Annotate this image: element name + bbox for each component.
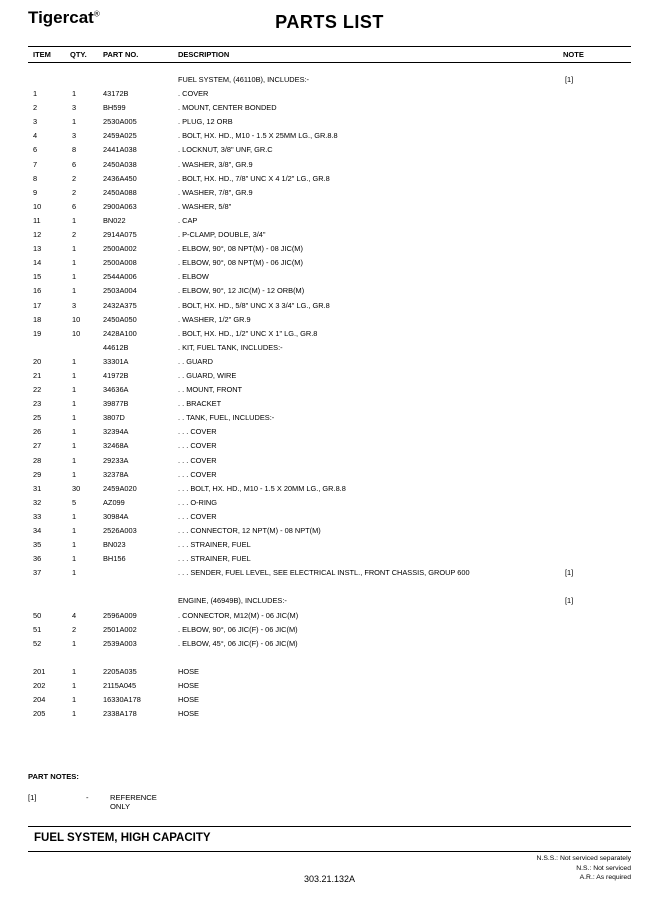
table-row xyxy=(28,484,631,498)
table-row xyxy=(28,427,631,441)
cell-part-no: BH156 xyxy=(103,554,126,564)
table-row xyxy=(28,89,631,103)
cell-description: . ELBOW, 90°, 08 NPT(M) - 08 JIC(M) xyxy=(178,244,303,254)
cell-qty: 1 xyxy=(72,568,77,578)
cell-item: 15 xyxy=(33,272,42,282)
cell-description: . . TANK, FUEL, INCLUDES:- xyxy=(178,413,275,423)
cell-part-no: 2500A008 xyxy=(103,258,137,268)
cell-item: 28 xyxy=(33,455,42,465)
table-row xyxy=(28,329,631,343)
cell-description: . WASHER, 3/8", GR.9 xyxy=(178,159,253,169)
cell-qty: 1 xyxy=(72,441,77,451)
cell-item: 25 xyxy=(33,413,42,423)
cell-description: . P-CLAMP, DOUBLE, 3/4" xyxy=(178,230,266,240)
cell-part-no: 2544A006 xyxy=(103,272,137,282)
cell-part-no: 32468A xyxy=(103,441,129,451)
cell-qty: 1 xyxy=(72,399,77,409)
system-title: FUEL SYSTEM, HIGH CAPACITY xyxy=(34,832,211,844)
table-row xyxy=(28,286,631,300)
cell-part-no: 2450A050 xyxy=(103,314,137,324)
cell-description: ENGINE, (46949B), INCLUDES:- xyxy=(178,596,287,606)
cell-part-no: 29233A xyxy=(103,455,129,465)
cell-part-no: 2500A002 xyxy=(103,244,137,254)
cell-item: 16 xyxy=(33,286,42,296)
cell-item: 21 xyxy=(33,370,42,380)
cell-item: 36 xyxy=(33,554,42,564)
cell-qty: 1 xyxy=(72,286,77,296)
table-row xyxy=(28,258,631,272)
cell-item: 14 xyxy=(33,258,42,268)
cell-item: 4 xyxy=(33,131,38,141)
cell-description: . BOLT, HX. HD., 7/8" UNC X 4 1/2" LG., GR.8 xyxy=(178,173,330,183)
table-row xyxy=(28,568,631,582)
cell-part-no: 3807D xyxy=(103,413,125,423)
cell-qty: 1 xyxy=(72,89,77,99)
cell-description: . BOLT, HX. HD., M10 - 1.5 X 25MM LG., GR.8.8 xyxy=(178,131,338,141)
cell-description: . . MOUNT, FRONT xyxy=(178,385,243,395)
part-notes-title: PART NOTES: xyxy=(28,772,79,781)
table-row xyxy=(28,625,631,639)
table-row xyxy=(28,131,631,145)
cell-qty: 1 xyxy=(72,666,77,676)
cell-qty: 2 xyxy=(72,230,77,240)
cell-item: 19 xyxy=(33,328,42,338)
document-header xyxy=(28,0,631,46)
cell-description: . KIT, FUEL TANK, INCLUDES:- xyxy=(178,342,283,352)
cell-part-no: BN023 xyxy=(103,540,126,550)
cell-part-no: AZ099 xyxy=(103,497,125,507)
cell-description: . PLUG, 12 ORB xyxy=(178,117,233,127)
table-row xyxy=(28,540,631,554)
table-row-spacer xyxy=(28,653,631,667)
cell-item: 29 xyxy=(33,469,42,479)
cell-qty: 3 xyxy=(72,300,77,310)
brand-name: Tigercat xyxy=(28,8,94,27)
table-row xyxy=(28,470,631,484)
cell-description: . WASHER, 5/8" xyxy=(178,201,232,211)
table-row xyxy=(28,230,631,244)
legend-line: A.R.: As required xyxy=(579,874,631,881)
cell-qty: 1 xyxy=(72,695,77,705)
table-row xyxy=(28,343,631,357)
cell-item: 3 xyxy=(33,117,38,127)
cell-qty: 1 xyxy=(72,117,77,127)
cell-part-no: 44612B xyxy=(103,342,129,352)
cell-qty: 10 xyxy=(72,328,81,338)
parts-table xyxy=(28,46,631,723)
cell-part-no: 2596A009 xyxy=(103,610,137,620)
cell-qty: 1 xyxy=(72,469,77,479)
cell-description: HOSE xyxy=(178,666,199,676)
cell-description: . . . COVER xyxy=(178,427,217,437)
table-row xyxy=(28,456,631,470)
cell-item: 8 xyxy=(33,173,38,183)
cell-part-no: 2441A038 xyxy=(103,145,137,155)
cell-part-no: 34636A xyxy=(103,385,129,395)
page-code: 303.21.132A xyxy=(303,874,356,884)
table-row-spacer xyxy=(28,582,631,596)
table-row xyxy=(28,174,631,188)
cell-part-no: 39877B xyxy=(103,399,129,409)
cell-qty: 6 xyxy=(72,201,77,211)
registered-mark: ® xyxy=(93,9,100,19)
cell-qty: 1 xyxy=(72,244,77,254)
cell-description: . . . COVER xyxy=(178,469,217,479)
table-row xyxy=(28,399,631,413)
table-row xyxy=(28,160,631,174)
column-header-item: ITEM xyxy=(33,50,51,59)
cell-item: 33 xyxy=(33,511,42,521)
cell-description: . . GUARD xyxy=(178,356,213,366)
cell-qty: 1 xyxy=(72,455,77,465)
cell-qty: 1 xyxy=(72,385,77,395)
cell-part-no: 2450A038 xyxy=(103,159,137,169)
cell-description: . . . COVER xyxy=(178,441,217,451)
column-header-part-no: PART NO. xyxy=(103,50,139,59)
cell-item: 50 xyxy=(33,610,42,620)
cell-description: . . . STRAINER, FUEL xyxy=(178,554,251,564)
column-header-note: NOTE xyxy=(563,50,584,59)
cell-item: 27 xyxy=(33,441,42,451)
cell-description: . COVER xyxy=(178,89,209,99)
table-row xyxy=(28,301,631,315)
cell-item: 10 xyxy=(33,201,42,211)
cell-qty: 3 xyxy=(72,103,77,113)
table-row xyxy=(28,357,631,371)
cell-item: 34 xyxy=(33,526,42,535)
cell-part-no: 32378A xyxy=(103,469,129,479)
cell-qty: 1 xyxy=(72,526,77,535)
cell-qty: 1 xyxy=(72,215,77,225)
cell-description: . ELBOW, 90°, 06 JIC(F) - 06 JIC(M) xyxy=(178,624,298,634)
cell-part-no: 2501A002 xyxy=(103,624,137,634)
table-row xyxy=(28,667,631,681)
cell-part-no: 33301A xyxy=(103,356,129,366)
cell-description: . CONNECTOR, M12(M) - 06 JIC(M) xyxy=(178,610,299,620)
cell-item: 2 xyxy=(33,103,38,113)
cell-description: . . BRACKET xyxy=(178,399,222,409)
cell-item: 201 xyxy=(33,666,46,676)
cell-qty: 10 xyxy=(72,314,81,324)
table-row xyxy=(28,681,631,695)
cell-part-no: 2459A020 xyxy=(103,483,137,493)
cell-qty: 1 xyxy=(72,511,77,521)
cell-part-no: 16330A178 xyxy=(103,695,141,705)
cell-description: . . GUARD, WIRE xyxy=(178,370,237,380)
cell-item: 17 xyxy=(33,300,42,310)
system-title-bar xyxy=(28,826,631,852)
cell-description: HOSE xyxy=(178,681,199,691)
cell-part-no: 43172B xyxy=(103,89,129,99)
cell-qty: 1 xyxy=(72,258,77,268)
cell-item: 23 xyxy=(33,399,42,409)
cell-part-no: 2436A450 xyxy=(103,173,137,183)
cell-part-no: 30984A xyxy=(103,511,129,521)
page-title: PARTS LIST xyxy=(275,12,384,32)
part-note-dash: - xyxy=(86,793,89,802)
cell-description: FUEL SYSTEM, (46110B), INCLUDES:- xyxy=(178,75,310,84)
cell-item: 12 xyxy=(33,230,42,240)
cell-description: . CAP xyxy=(178,215,198,225)
table-row xyxy=(28,596,631,610)
table-row xyxy=(28,103,631,117)
cell-description: HOSE xyxy=(178,709,199,719)
table-row xyxy=(28,441,631,455)
cell-item: 13 xyxy=(33,244,42,254)
cell-qty: 1 xyxy=(72,681,77,691)
table-row xyxy=(28,695,631,709)
cell-description: . ELBOW, 90°, 12 JIC(M) - 12 ORB(M) xyxy=(178,286,305,296)
table-row xyxy=(28,244,631,258)
cell-description: . LOCKNUT, 3/8" UNF, GR.C xyxy=(178,145,273,155)
cell-item: 9 xyxy=(33,187,38,197)
cell-qty: 5 xyxy=(72,497,77,507)
cell-part-no: 2432A375 xyxy=(103,300,137,310)
cell-qty: 4 xyxy=(72,610,77,620)
table-row xyxy=(28,371,631,385)
table-row xyxy=(28,611,631,625)
cell-item: 37 xyxy=(33,568,42,578)
cell-note: [1] xyxy=(565,75,574,84)
cell-part-no: 2503A004 xyxy=(103,286,137,296)
table-row xyxy=(28,385,631,399)
cell-part-no: 2338A178 xyxy=(103,709,137,719)
cell-description: . WASHER, 7/8", GR.9 xyxy=(178,187,253,197)
cell-qty: 6 xyxy=(72,159,77,169)
cell-description: . . . O-RING xyxy=(178,497,218,507)
cell-item: 205 xyxy=(33,709,46,719)
cell-part-no: 2428A100 xyxy=(103,328,137,338)
cell-part-no: 2115A045 xyxy=(103,681,137,691)
cell-item: 22 xyxy=(33,385,42,395)
cell-qty: 1 xyxy=(72,370,77,380)
table-row xyxy=(28,554,631,568)
cell-part-no: BN022 xyxy=(103,215,126,225)
cell-part-no: 2526A003 xyxy=(103,526,137,535)
cell-description: . . . COVER xyxy=(178,511,217,521)
cell-description: . . . CONNECTOR, 12 NPT(M) - 08 NPT(M) xyxy=(178,526,321,535)
table-row xyxy=(28,526,631,540)
column-header-description: DESCRIPTION xyxy=(178,50,230,59)
cell-qty: 2 xyxy=(72,624,77,634)
cell-qty: 1 xyxy=(72,540,77,550)
cell-part-no: 2914A075 xyxy=(103,230,137,240)
table-body xyxy=(28,63,631,723)
cell-qty: 8 xyxy=(72,145,77,155)
cell-item: 202 xyxy=(33,681,46,691)
cell-qty: 2 xyxy=(72,187,77,197)
cell-item: 51 xyxy=(33,624,42,634)
table-column-headers xyxy=(28,46,631,63)
cell-item: 204 xyxy=(33,695,46,705)
cell-description: . . . STRAINER, FUEL xyxy=(178,540,251,550)
cell-description: . . . SENDER, FUEL LEVEL, SEE ELECTRICAL INSTL., FRONT CHASSIS, GROUP 600 xyxy=(178,568,470,578)
cell-description: . BOLT, HX. HD., 1/2" UNC X 1" LG., GR.8 xyxy=(178,328,318,338)
table-row xyxy=(28,272,631,286)
cell-note: [1] xyxy=(565,568,574,578)
cell-qty: 1 xyxy=(72,356,77,366)
table-row xyxy=(28,75,631,89)
cell-qty: 1 xyxy=(72,638,77,648)
cell-part-no: 2539A003 xyxy=(103,638,137,648)
cell-description: . ELBOW, 45°, 06 JIC(F) - 06 JIC(M) xyxy=(178,638,298,648)
cell-qty: 1 xyxy=(72,413,77,423)
cell-item: 6 xyxy=(33,145,38,155)
cell-note: [1] xyxy=(565,596,574,606)
cell-item: 11 xyxy=(33,215,41,225)
cell-item: 52 xyxy=(33,638,42,648)
part-note-tag: [1] xyxy=(28,793,37,802)
cell-item: 18 xyxy=(33,314,42,324)
cell-qty: 1 xyxy=(72,272,77,282)
cell-description: . . . BOLT, HX. HD., M10 - 1.5 X 20MM LG., GR.8.8 xyxy=(178,483,346,493)
column-header-qty: QTY. xyxy=(70,50,87,59)
table-row xyxy=(28,117,631,131)
cell-item: 32 xyxy=(33,497,42,507)
cell-description: HOSE xyxy=(178,695,199,705)
cell-description: . MOUNT, CENTER BONDED xyxy=(178,103,277,113)
cell-item: 31 xyxy=(33,483,42,493)
cell-qty: 1 xyxy=(72,427,77,437)
table-row xyxy=(28,145,631,159)
cell-part-no: 2450A088 xyxy=(103,187,137,197)
table-row xyxy=(28,216,631,230)
part-note-text: REFERENCE ONLY xyxy=(110,793,157,811)
table-row xyxy=(28,498,631,512)
part-notes-section xyxy=(28,772,157,811)
table-row xyxy=(28,709,631,723)
cell-item: 1 xyxy=(33,89,38,99)
cell-part-no: 2530A005 xyxy=(103,117,137,127)
cell-qty: 30 xyxy=(72,483,81,493)
cell-part-no: 2900A063 xyxy=(103,201,137,211)
table-row xyxy=(28,639,631,653)
cell-description: . WASHER, 1/2" GR.9 xyxy=(178,314,251,324)
table-row xyxy=(28,202,631,216)
cell-qty: 1 xyxy=(72,709,77,719)
cell-description: . BOLT, HX. HD., 5/8" UNC X 3 3/4" LG., GR.8 xyxy=(178,300,330,310)
cell-item: 7 xyxy=(33,159,38,169)
cell-description: . . . COVER xyxy=(178,455,217,465)
cell-part-no: 32394A xyxy=(103,427,129,437)
cell-qty: 2 xyxy=(72,173,77,183)
legend-line: N.S.: Not serviced xyxy=(576,864,631,872)
table-row xyxy=(28,188,631,202)
part-notes-list xyxy=(28,793,157,811)
cell-part-no: 2459A025 xyxy=(103,131,137,141)
cell-description: . ELBOW xyxy=(178,272,209,282)
cell-item: 26 xyxy=(33,427,42,437)
cell-qty: 3 xyxy=(72,131,77,141)
cell-part-no: 2205A035 xyxy=(103,666,137,676)
legend-line: N.S.S.: Not serviced separately xyxy=(536,855,631,862)
table-row xyxy=(28,413,631,427)
cell-item: 35 xyxy=(33,540,42,550)
part-note-entry xyxy=(28,793,157,811)
cell-item: 20 xyxy=(33,356,42,366)
table-row xyxy=(28,512,631,526)
cell-qty: 1 xyxy=(72,554,77,564)
cell-part-no: 41972B xyxy=(103,370,129,380)
cell-description: . ELBOW, 90°, 08 NPT(M) - 06 JIC(M) xyxy=(178,258,303,268)
table-row xyxy=(28,315,631,329)
cell-part-no: BH599 xyxy=(103,103,126,113)
